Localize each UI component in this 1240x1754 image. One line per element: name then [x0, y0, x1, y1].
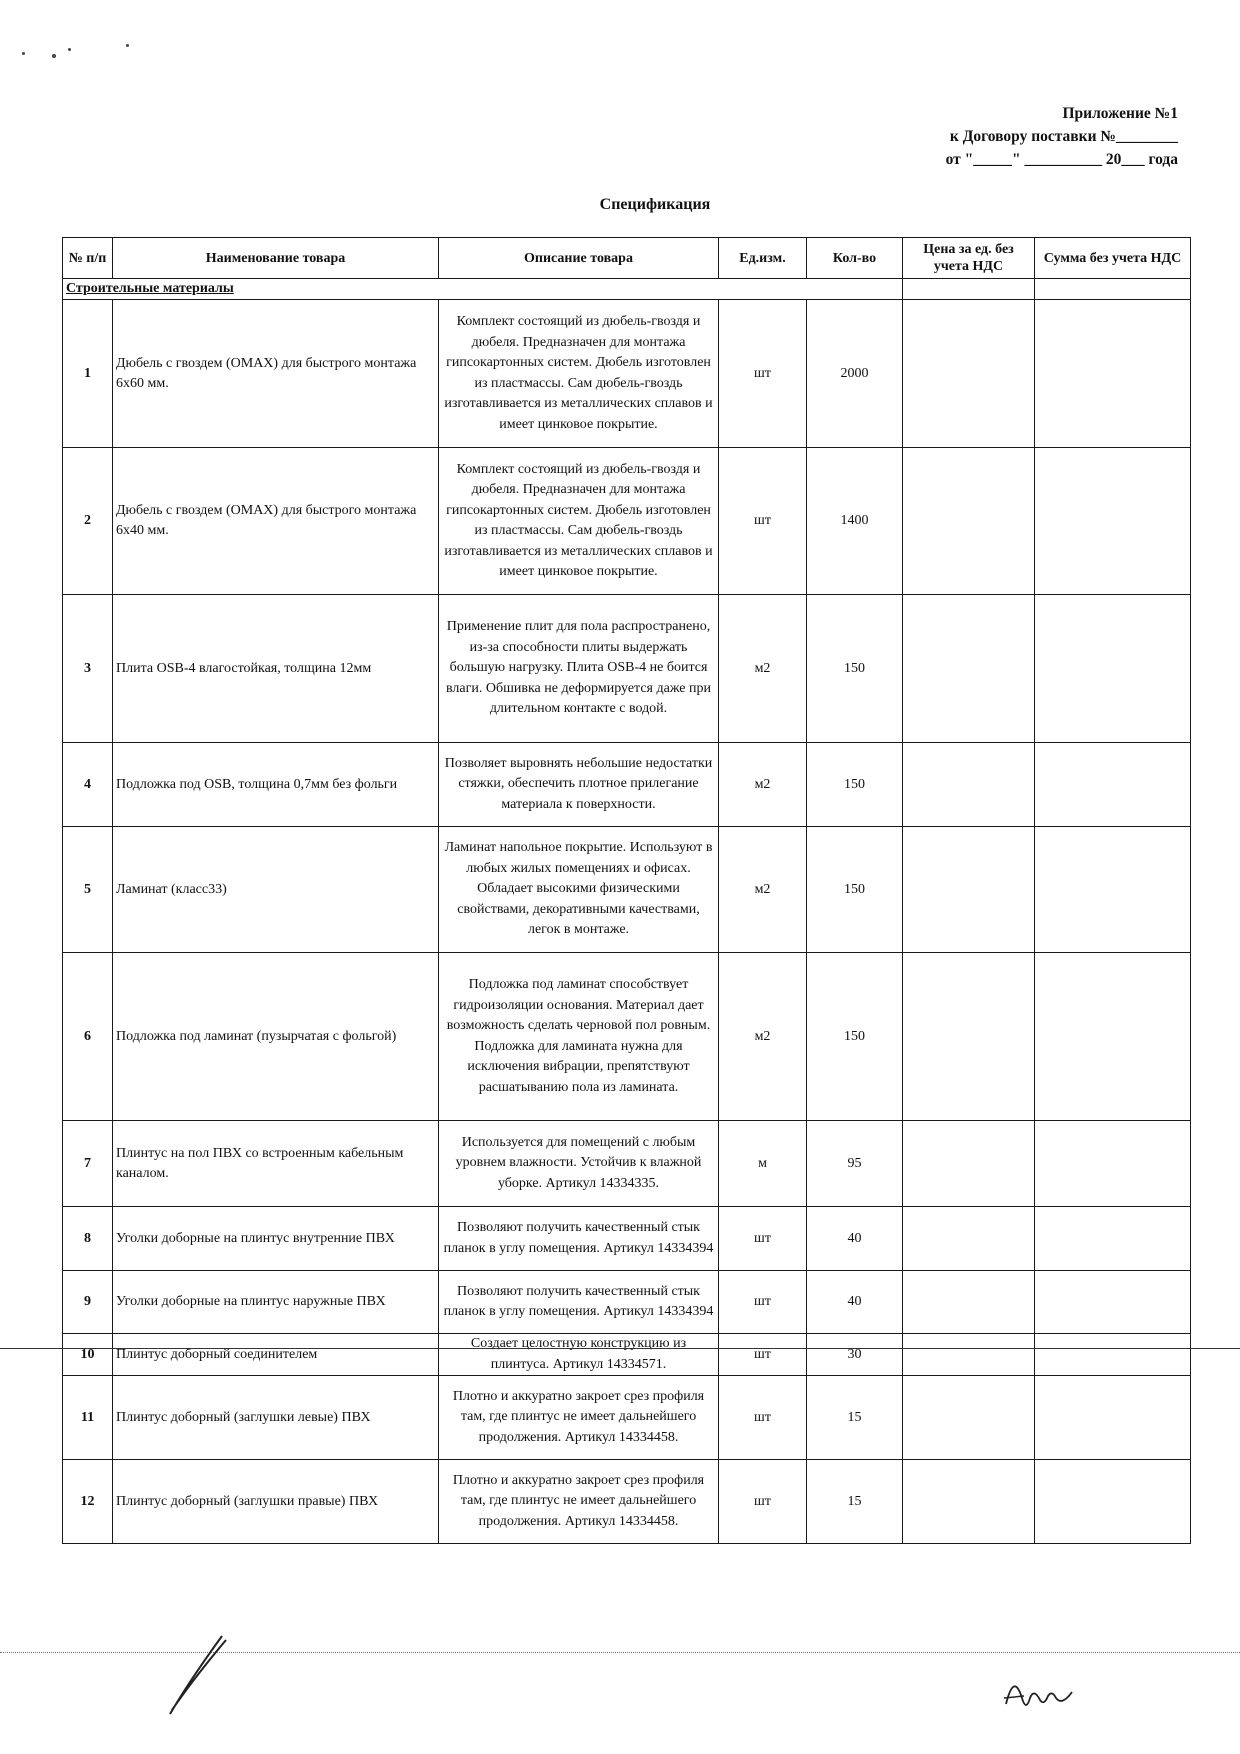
quantity: 150 — [807, 953, 903, 1121]
price — [903, 827, 1035, 953]
section-sum-cell — [1035, 279, 1191, 300]
product-name: Ламинат (класс33) — [113, 827, 439, 953]
appendix-number: Приложение №1 — [1062, 105, 1178, 122]
table-row — [63, 1207, 1191, 1271]
quantity: 40 — [807, 1207, 903, 1271]
appendix-header — [946, 102, 1178, 171]
section-label-cell — [63, 279, 903, 300]
scan-speck — [126, 44, 129, 47]
price — [903, 1334, 1035, 1376]
row-number: 7 — [63, 1121, 113, 1207]
product-name: Уголки доборные на плинтус наружные ПВХ — [113, 1271, 439, 1334]
product-name: Дюбель с гвоздем (OMAX) для быстрого монтажа 6x60 мм. — [113, 300, 439, 448]
price — [903, 595, 1035, 743]
price — [903, 743, 1035, 827]
column-header-price: Цена за ед. без учета НДС — [903, 238, 1035, 279]
table-row — [63, 827, 1191, 953]
product-name: Уголки доборные на плинтус внутренние ПВХ — [113, 1207, 439, 1271]
contract-date: от "_____" __________ 20___ года — [945, 151, 1178, 168]
product-name: Плинтус доборный (заглушки левые) ПВХ — [113, 1376, 439, 1460]
column-header-unit: Ед.изм. — [719, 238, 807, 279]
product-description: Плотно и аккуратно закроет срез профиля там, где плинтус не имеет дальнейшего продолжения. Артикул 14334458. — [439, 1460, 719, 1544]
section-price-cell — [903, 279, 1035, 300]
quantity: 30 — [807, 1334, 903, 1376]
product-description: Комплект состоящий из дюбель-гвоздя и дюбеля. Предназначен для монтажа гипсокартонных систем. Дюбель изготовлен из пластмассы. Сам дюбель-гвоздь изготавливается из металлических сплавов и имеет цинковое покрытие. — [439, 300, 719, 448]
unit: м2 — [719, 595, 807, 743]
price — [903, 953, 1035, 1121]
contract-reference: к Договору поставки №________ — [949, 128, 1178, 145]
sum — [1035, 1376, 1191, 1460]
document-title: Спецификация — [599, 196, 711, 213]
scan-speck — [22, 52, 25, 55]
quantity: 2000 — [807, 300, 903, 448]
row-number: 1 — [63, 300, 113, 448]
unit: шт — [719, 1271, 807, 1334]
product-name: Плинтус доборный (заглушки правые) ПВХ — [113, 1460, 439, 1544]
price — [903, 1271, 1035, 1334]
sum — [1035, 827, 1191, 953]
row-number: 9 — [63, 1271, 113, 1334]
signature-stroke — [160, 1630, 250, 1720]
unit: шт — [719, 1376, 807, 1460]
sum — [1035, 300, 1191, 448]
row-number: 3 — [63, 595, 113, 743]
unit: шт — [719, 1207, 807, 1271]
unit: м2 — [719, 953, 807, 1121]
table-row — [63, 1460, 1191, 1544]
price — [903, 1121, 1035, 1207]
quantity: 95 — [807, 1121, 903, 1207]
sum — [1035, 1207, 1191, 1271]
product-description: Плотно и аккуратно закроет срез профиля там, где плинтус не имеет дальнейшего продолжения. Артикул 14334458. — [439, 1376, 719, 1460]
unit: шт — [719, 448, 807, 595]
quantity: 40 — [807, 1271, 903, 1334]
row-number: 12 — [63, 1460, 113, 1544]
column-header-description: Описание товара — [439, 238, 719, 279]
table-row — [63, 743, 1191, 827]
sum — [1035, 1271, 1191, 1334]
price — [903, 300, 1035, 448]
unit: м2 — [719, 743, 807, 827]
table-row — [63, 1376, 1191, 1460]
table-row — [63, 448, 1191, 595]
table-row — [63, 1271, 1191, 1334]
sum — [1035, 1121, 1191, 1207]
sum — [1035, 1460, 1191, 1544]
product-name: Плита OSB-4 влагостойкая, толщина 12мм — [113, 595, 439, 743]
section-label: Строительные материалы — [66, 281, 234, 296]
handwritten-signature — [1000, 1668, 1080, 1718]
quantity: 15 — [807, 1376, 903, 1460]
unit: м2 — [719, 827, 807, 953]
product-description: Применение плит для пола распространено, из-за способности плиты выдержать большую нагрузку. Плита OSB-4 не боится влаги. Обшивка не деформируется даже при длительном контакте с водой. — [439, 595, 719, 743]
sum — [1035, 743, 1191, 827]
price — [903, 1460, 1035, 1544]
product-name: Плинтус доборный соединителем — [113, 1334, 439, 1376]
column-header-name: Наименование товара — [113, 238, 439, 279]
row-number: 5 — [63, 827, 113, 953]
unit: м — [719, 1121, 807, 1207]
product-description: Позволяют получить качественный стык планок в углу помещения. Артикул 14334394 — [439, 1271, 719, 1334]
quantity: 150 — [807, 827, 903, 953]
product-name: Подложка под ламинат (пузырчатая с фольгой) — [113, 953, 439, 1121]
product-name: Подложка под OSB, толщина 0,7мм без фольги — [113, 743, 439, 827]
price — [903, 1207, 1035, 1271]
product-description: Позволяет выровнять небольшие недостатки стяжки, обеспечить плотное прилегание материала к поверхности. — [439, 743, 719, 827]
quantity: 15 — [807, 1460, 903, 1544]
table-row — [63, 1121, 1191, 1207]
quantity: 1400 — [807, 448, 903, 595]
product-description: Используется для помещений с любым уровнем влажности. Устойчив к влажной уборке. Артикул 14334335. — [439, 1121, 719, 1207]
section-row — [63, 279, 1191, 300]
column-header-sum: Сумма без учета НДС — [1035, 238, 1191, 279]
column-header-number: № п/п — [63, 238, 113, 279]
table-header-row — [63, 238, 1191, 279]
price — [903, 448, 1035, 595]
product-name: Плинтус на пол ПВХ со встроенным кабельным каналом. — [113, 1121, 439, 1207]
product-name: Дюбель с гвоздем (OMAX) для быстрого монтажа 6x40 мм. — [113, 448, 439, 595]
unit: шт — [719, 300, 807, 448]
product-description: Создает целостную конструкцию из плинтуса. Артикул 14334571. — [439, 1334, 719, 1376]
unit: шт — [719, 1334, 807, 1376]
scan-fold-line — [0, 1348, 1240, 1349]
table-row — [63, 953, 1191, 1121]
sum — [1035, 448, 1191, 595]
sum — [1035, 953, 1191, 1121]
product-description: Комплект состоящий из дюбель-гвоздя и дюбеля. Предназначен для монтажа гипсокартонных систем. Дюбель изготовлен из пластмассы. Сам дюбель-гвоздь изготавливается из металлических сплавов и имеет цинковое покрытие. — [439, 448, 719, 595]
scan-speck — [68, 48, 71, 51]
table-row — [63, 595, 1191, 743]
table-row — [63, 300, 1191, 448]
product-description: Подложка под ламинат способствует гидроизоляции основания. Материал дает возможность сделать черновой пол ровным. Подложка для ламината нужна для исключения вибрации, препятствуют расшатыванию пола из ламината. — [439, 953, 719, 1121]
row-number: 10 — [63, 1334, 113, 1376]
row-number: 11 — [63, 1376, 113, 1460]
sum — [1035, 1334, 1191, 1376]
scan-speck — [52, 54, 56, 58]
row-number: 4 — [63, 743, 113, 827]
row-number: 6 — [63, 953, 113, 1121]
row-number: 8 — [63, 1207, 113, 1271]
product-description: Ламинат напольное покрытие. Используют в любых жилых помещениях и офисах. Обладает высокими физическими свойствами, декоративными качествами, легок в монтаже. — [439, 827, 719, 953]
unit: шт — [719, 1460, 807, 1544]
price — [903, 1376, 1035, 1460]
quantity: 150 — [807, 595, 903, 743]
sum — [1035, 595, 1191, 743]
row-number: 2 — [63, 448, 113, 595]
product-description: Позволяют получить качественный стык планок в углу помещения. Артикул 14334394 — [439, 1207, 719, 1271]
table-row — [63, 1334, 1191, 1376]
quantity: 150 — [807, 743, 903, 827]
column-header-quantity: Кол-во — [807, 238, 903, 279]
